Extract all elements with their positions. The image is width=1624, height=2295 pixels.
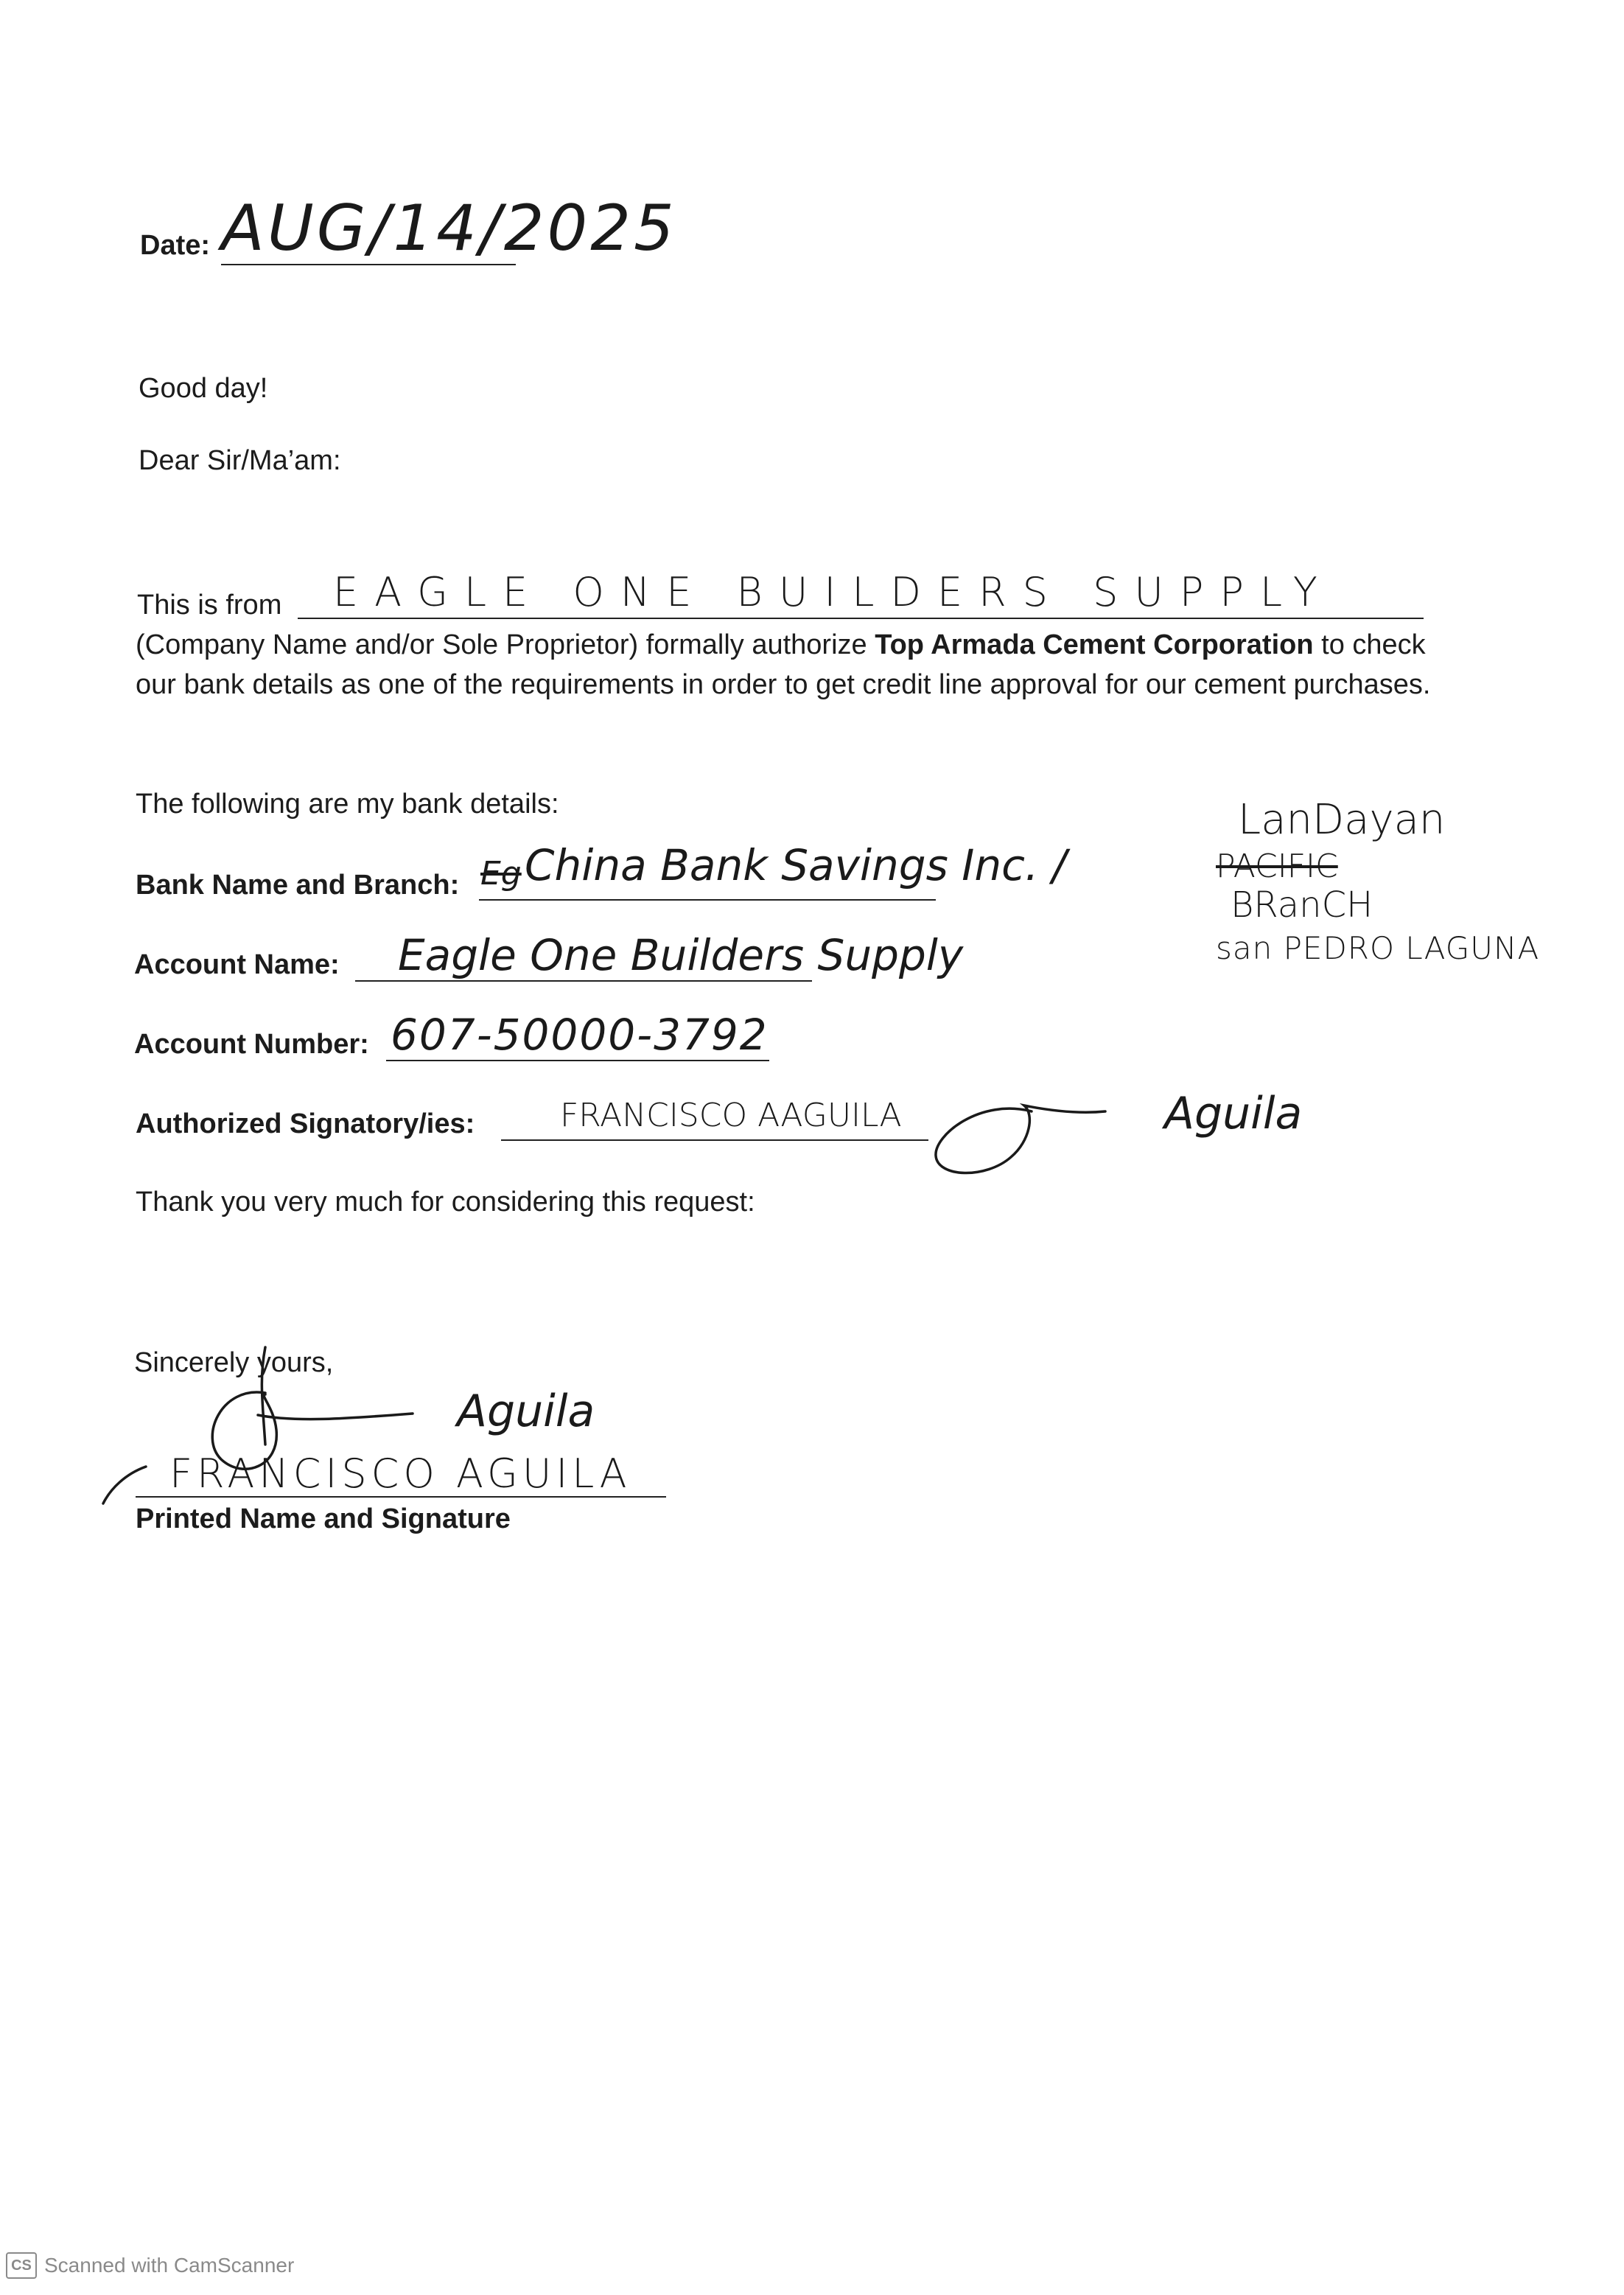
branch-note-struck: PACIFIC — [1216, 848, 1338, 885]
authorization-text-end: to check our bank details as one of the requirements in order to get credit line approval for our cement purchases. — [136, 629, 1431, 700]
signatory-signature-loop — [936, 1105, 1105, 1173]
company-authorized: Top Armada Cement Corporation — [875, 629, 1314, 660]
details-intro: The following are my bank details: — [136, 789, 559, 820]
thanks-line: Thank you very much for considering this request: — [136, 1187, 755, 1218]
bank-value: China Bank Savings Inc. / — [525, 840, 1067, 890]
date-value: AUG/14/2025 — [221, 192, 677, 265]
signatory-mark: Aguila — [1164, 1088, 1303, 1139]
authorization-text-start: (Company Name and/or Sole Proprietor) formally authorize — [136, 629, 875, 660]
scanner-footer-text: Scanned with CamScanner — [44, 2254, 295, 2277]
camscanner-logo: CS — [6, 2252, 37, 2279]
printed-name-label: Printed Name and Signature — [136, 1503, 511, 1534]
bank-label: Bank Name and Branch: — [136, 870, 460, 901]
signatory-value: FRANCISCO AAGUILA — [560, 1097, 902, 1134]
account-number-label: Account Number: — [134, 1029, 369, 1060]
signatory-label: Authorized Signatory/ies: — [136, 1108, 475, 1139]
date-label: Date: — [140, 230, 211, 261]
branch-note-line4: san PEDRO LAGUNA — [1216, 930, 1540, 966]
signature-left-stroke — [103, 1467, 146, 1503]
scanner-footer — [6, 2252, 294, 2279]
greeting: Good day! — [139, 373, 268, 404]
branch-note-line1: LanDayan — [1238, 796, 1446, 844]
closing: Sincerely yours, — [134, 1347, 334, 1378]
account-number-value: 607-50000-3792 — [391, 1010, 769, 1060]
salutation: Dear Sir/Ma’am: — [139, 445, 341, 476]
branch-note-line3: BRanCH — [1231, 884, 1373, 926]
printed-name: FRANCISCO AGUILA — [169, 1450, 631, 1497]
account-name-label: Account Name: — [134, 949, 340, 980]
closing-mark: Aguila — [457, 1386, 595, 1437]
signature-closing-loop — [212, 1392, 413, 1469]
from-label: This is from — [137, 590, 282, 621]
company-name-value: EAGLE ONE BUILDERS SUPPLY — [333, 569, 1334, 615]
bank-struck-text: Eg — [480, 855, 522, 893]
account-name-value: Eagle One Builders Supply — [398, 930, 964, 980]
